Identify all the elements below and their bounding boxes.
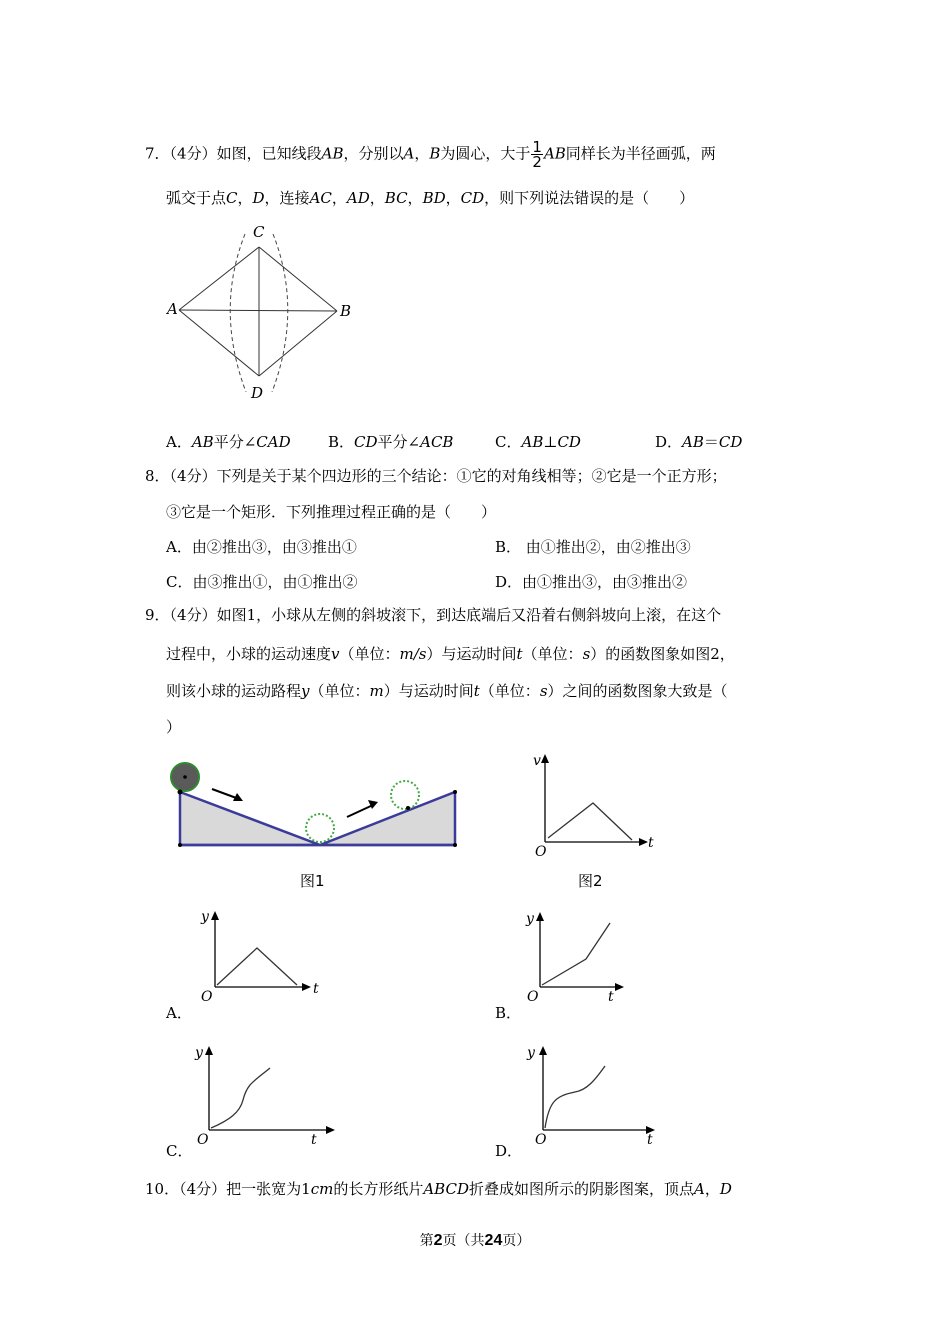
- line-AB: [179, 310, 337, 311]
- arc-left: [230, 234, 246, 392]
- q8-option-a: A．由②推出③，由③推出①: [166, 538, 357, 556]
- line-AC: [179, 247, 259, 310]
- svg-text:O: O: [535, 1132, 547, 1148]
- line-CB: [259, 247, 337, 311]
- q7-option-b: B．CD平分∠ACB: [328, 433, 454, 451]
- curve-d: [545, 1066, 605, 1128]
- ball-center: [183, 775, 187, 779]
- q8-line1: 8．（4分）下列是关于某个四边形的三个结论：①它的对角线相等；②它是一个正方形；: [145, 467, 727, 485]
- q9-figure1-caption: 图1: [300, 872, 325, 890]
- q9-option-b-label: B．: [495, 1004, 522, 1022]
- ghost-ball-bottom: [306, 814, 334, 842]
- q7-option-d: D．AB＝CD: [655, 433, 743, 451]
- line-DA: [179, 310, 259, 376]
- v-curve: [548, 803, 632, 840]
- svg-text:t: t: [647, 1132, 653, 1148]
- q9-option-c-graph: [195, 1040, 335, 1148]
- svg-text:y: y: [201, 909, 209, 925]
- label-B: B: [340, 302, 352, 320]
- q8-line2: ③它是一个矩形．下列推理过程正确的是（ ）: [166, 503, 497, 521]
- svg-text:y: y: [526, 911, 534, 927]
- svg-text:t: t: [608, 989, 614, 1005]
- label-A: A: [167, 300, 178, 318]
- q8-option-c: C．由③推出①，由①推出②: [166, 573, 358, 591]
- q9-figure1: [165, 755, 465, 855]
- q9-line2: 过程中，小球的运动速度v（单位：m/s）与运动时间t（单位：s）的函数图象如图2，: [166, 645, 735, 663]
- q9-line1: 9．（4分）如图1，小球从左侧的斜坡滚下，到达底端后又沿着右侧斜坡向上滚，在这个: [145, 606, 722, 624]
- label-D: D: [251, 384, 264, 402]
- svg-text:O: O: [535, 844, 547, 860]
- svg-text:O: O: [527, 989, 539, 1005]
- svg-text:t: t: [311, 1132, 317, 1148]
- ball-contact-dot: [178, 790, 183, 795]
- q10-line1: 10．（4分）把一张宽为1cm的长方形纸片ABCD折叠成如图所示的阴影图案，顶点A，D: [145, 1180, 732, 1198]
- ghost-ball-top: [391, 781, 419, 809]
- label-C: C: [253, 223, 265, 241]
- fraction-one-half: $\frac{1}{2}$: [532, 138, 542, 171]
- q7-figure: [160, 220, 360, 400]
- q9-figure2: [530, 750, 670, 860]
- q8-option-b: B． 由①推出②，由②推出③: [495, 538, 691, 556]
- q9-line4: ）: [166, 718, 182, 736]
- q9-line3: 则该小球的运动路程y（单位：m）与运动时间t（单位：s）之间的函数图象大致是（: [166, 682, 728, 700]
- q9-option-d-label: D．: [495, 1142, 523, 1160]
- line-BD: [259, 311, 337, 376]
- curve-a: [217, 948, 297, 985]
- curve-b: [542, 923, 610, 985]
- page-footer: 第2页（共24页）: [419, 1232, 531, 1249]
- ghost-contact-dot: [406, 806, 410, 810]
- svg-text:y: y: [195, 1045, 203, 1061]
- curve-c: [211, 1068, 270, 1128]
- q9-option-c-label: C．: [166, 1142, 193, 1160]
- q7-line1: 7．（4分）如图，已知线段AB，分别以A，B为圆心，大于 $\frac{1}{2}$ AB同样长为半径画弧，两: [145, 138, 716, 171]
- q9-option-a-label: A．: [166, 1004, 192, 1022]
- q9-figure2-caption: 图2: [578, 872, 603, 890]
- q7-option-a: A．AB平分∠CAD: [166, 433, 291, 451]
- q9-option-b-graph: [524, 905, 664, 1005]
- svg-text:t: t: [648, 835, 654, 851]
- svg-text:v: v: [533, 753, 541, 769]
- q7-line2: 弧交于点C，D，连接AC，AD，BC，BD，CD，则下列说法错误的是（ ）: [166, 189, 695, 207]
- svg-text:y: y: [527, 1045, 535, 1061]
- arc-right: [272, 234, 288, 392]
- svg-text:O: O: [197, 1132, 209, 1148]
- q8-option-d: D．由①推出③，由③推出②: [495, 573, 688, 591]
- svg-text:O: O: [201, 989, 213, 1005]
- q7-option-c: C．AB⊥CD: [495, 433, 581, 451]
- q9-option-a-graph: [197, 905, 337, 1005]
- slope-shape: [180, 792, 455, 845]
- arrow-up-shaft: [347, 805, 373, 817]
- q9-option-d-graph: [527, 1040, 667, 1148]
- svg-text:t: t: [313, 981, 319, 997]
